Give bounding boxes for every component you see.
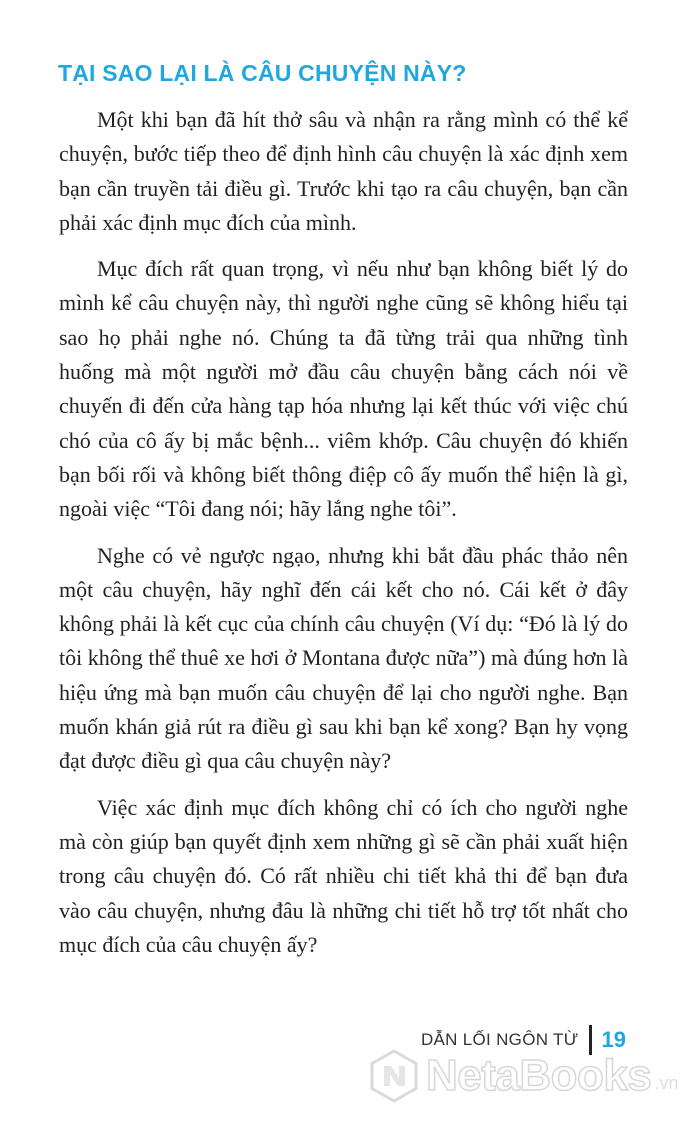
watermark-suffix: .vn	[654, 1072, 679, 1093]
body-text	[59, 103, 628, 974]
paragraph: Mục đích rất quan trọng, vì nếu như bạn không biết lý do mình kể câu chuyện này, thì người nghe cũng sẽ không hiểu tại sao họ phải nghe nó. Chúng ta đã từng trải qua những tình huống mà một người mở đầu câu chuyện bằng cách nói về chuyến đi đến cửa hàng tạp hóa nhưng lại kết thúc với việc chú chó của cô ấy bị mắc bệnh... viêm khớp. Câu chuyện đó khiến bạn bối rối và không biết thông điệp cô ấy muốn thể hiện là gì, ngoài việc “Tôi đang nói; hãy lắng nghe tôi”.	[59, 256, 628, 522]
netabooks-logo-icon	[366, 1048, 422, 1104]
page-number: 19	[601, 1027, 626, 1052]
paragraph: Việc xác định mục đích không chỉ có ích cho người nghe mà còn giúp bạn quyết định xem những gì sẽ cần phải xuất hiện trong câu chuyện đó. Có rất nhiều chi tiết khả thi để bạn đưa vào câu chuyện, nhưng đâu là những chi tiết hỗ trợ tốt nhất cho mục đích của câu chuyện ấy?	[59, 794, 628, 957]
paragraph: Một khi bạn đã hít thở sâu và nhận ra rằng mình có thể kể chuyện, bước tiếp theo để định hình câu chuyện là xác định xem bạn cần truyền tải điều gì. Trước khi tạo ra câu chuyện, bạn cần phải xác định mục đích của mình.	[59, 107, 628, 235]
watermark	[366, 1048, 678, 1104]
paragraph: Nghe có vẻ ngược ngạo, nhưng khi bắt đầu phác thảo nên một câu chuyện, hãy nghĩ đến cái kết cho nó. Cái kết ở đây không phải là kết cục của chính câu chuyện (Ví dụ: “Đó là lý do tôi không thể thuê xe hơi ở Montana được nữa”) mà đúng hơn là hiệu ứng mà bạn muốn câu chuyện để lại cho người nghe. Bạn muốn khán giả rút ra điều gì sau khi bạn kể xong? Bạn hy vọng đạt được điều gì qua câu chuyện này?	[59, 542, 628, 774]
running-title: DẪN LỐI NGÔN TỪ	[420, 1030, 579, 1049]
watermark-brand: NetaBooks	[426, 1051, 652, 1100]
section-heading: TẠI SAO LẠI LÀ CÂU CHUYỆN NÀY?	[58, 60, 467, 86]
